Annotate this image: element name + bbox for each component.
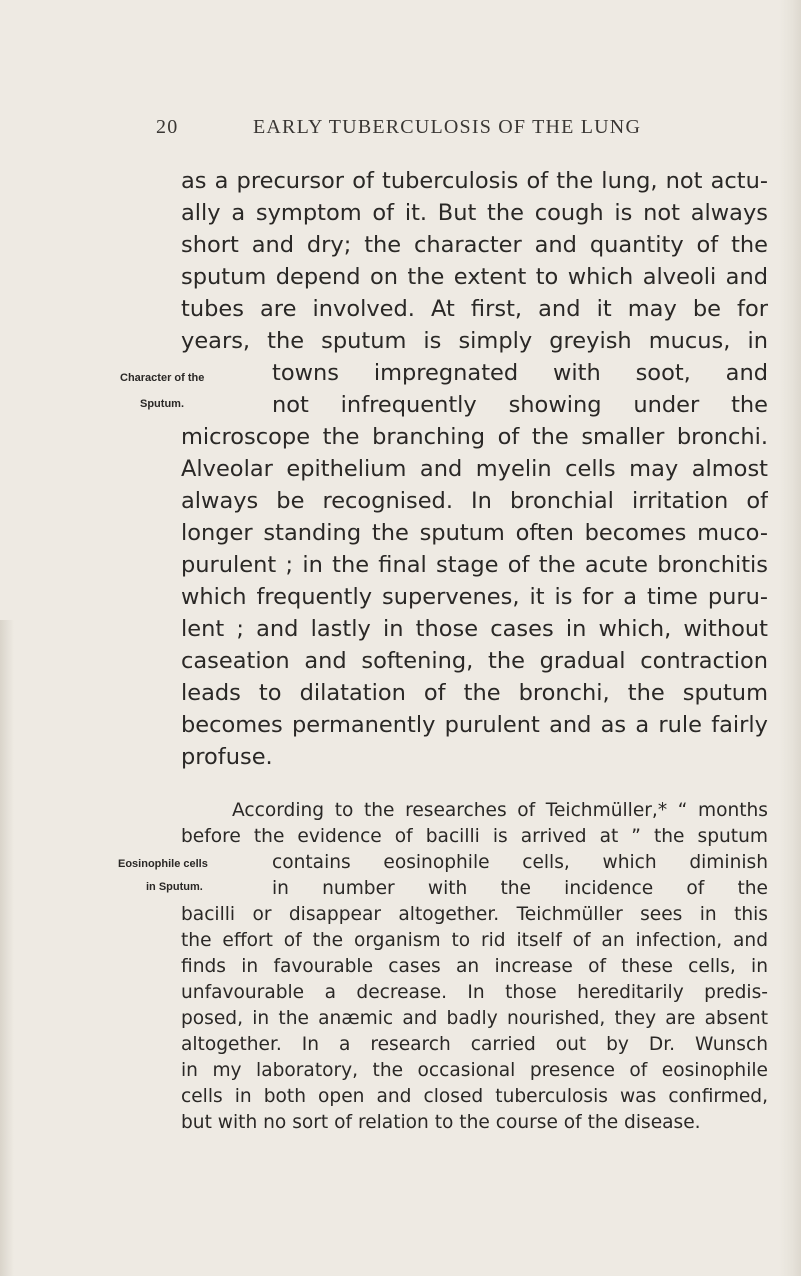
text-line: caseation and softening, the gradual contraction	[181, 648, 768, 674]
text-line: in number with the incidence of the	[272, 878, 768, 899]
text-line: years, the sputum is simply greyish mucus, in	[181, 328, 768, 354]
text-line: tubes are involved. At first, and it may be for	[181, 296, 768, 322]
text-line: before the evidence of bacilli is arrived at ” the sputum	[181, 826, 768, 847]
text-line: contains eosinophile cells, which diminish	[272, 852, 768, 873]
marginal-note-character-cont: Sputum.	[140, 398, 184, 410]
text-line: lent ; and lastly in those cases in which, without	[181, 616, 768, 642]
marginal-note-eosinophile: Eosinophile cells	[118, 858, 208, 870]
text-line: microscope the branching of the smaller bronchi.	[181, 424, 768, 450]
text-line: short and dry; the character and quantity of the	[181, 232, 768, 258]
text-line: becomes permanently purulent and as a rule fairly	[181, 712, 768, 738]
page-edge-left	[0, 620, 14, 1276]
text-line: bacilli or disappear altogether. Teichmüller sees in this	[181, 904, 768, 925]
text-line: Alveolar epithelium and myelin cells may almost	[181, 456, 768, 482]
page-number: 20	[156, 116, 179, 138]
text-line: sputum depend on the extent to which alveoli and	[181, 264, 768, 290]
text-line: profuse.	[181, 744, 273, 770]
running-header	[156, 116, 716, 144]
text-line: which frequently supervenes, it is for a time puru-	[181, 584, 768, 610]
text-line: not infrequently showing under the	[272, 392, 768, 418]
text-line: cells in both open and closed tuberculosis was confirmed,	[181, 1086, 768, 1107]
text-line: in my laboratory, the occasional presence of eosinophile	[181, 1060, 768, 1081]
text-line: According to the researches of Teichmüller,* “ months	[232, 800, 768, 821]
text-line: longer standing the sputum often becomes muco-	[181, 520, 768, 546]
text-line: towns impregnated with soot, and	[272, 360, 768, 386]
text-line: posed, in the anæmic and badly nourished, they are absent	[181, 1008, 768, 1029]
text-line: leads to dilatation of the bronchi, the sputum	[181, 680, 768, 706]
text-line: but with no sort of relation to the course of the disease.	[181, 1112, 701, 1133]
marginal-note-eosinophile-cont: in Sputum.	[146, 881, 203, 893]
text-line: the effort of the organism to rid itself of an infection, and	[181, 930, 768, 951]
page-edge-right	[779, 0, 801, 1276]
text-line: unfavourable a decrease. In those hereditarily predis-	[181, 982, 768, 1003]
text-line: altogether. In a research carried out by Dr. Wunsch	[181, 1034, 768, 1055]
text-line: always be recognised. In bronchial irritation of	[181, 488, 768, 514]
text-line: as a precursor of tuberculosis of the lung, not actu-	[181, 168, 768, 194]
marginal-note-character: Character of the	[120, 372, 205, 384]
running-title: EARLY TUBERCULOSIS OF THE LUNG	[253, 116, 642, 138]
text-line: ally a symptom of it. But the cough is not always	[181, 200, 768, 226]
text-line: purulent ; in the final stage of the acute bronchitis	[181, 552, 768, 578]
text-line: finds in favourable cases an increase of these cells, in	[181, 956, 768, 977]
